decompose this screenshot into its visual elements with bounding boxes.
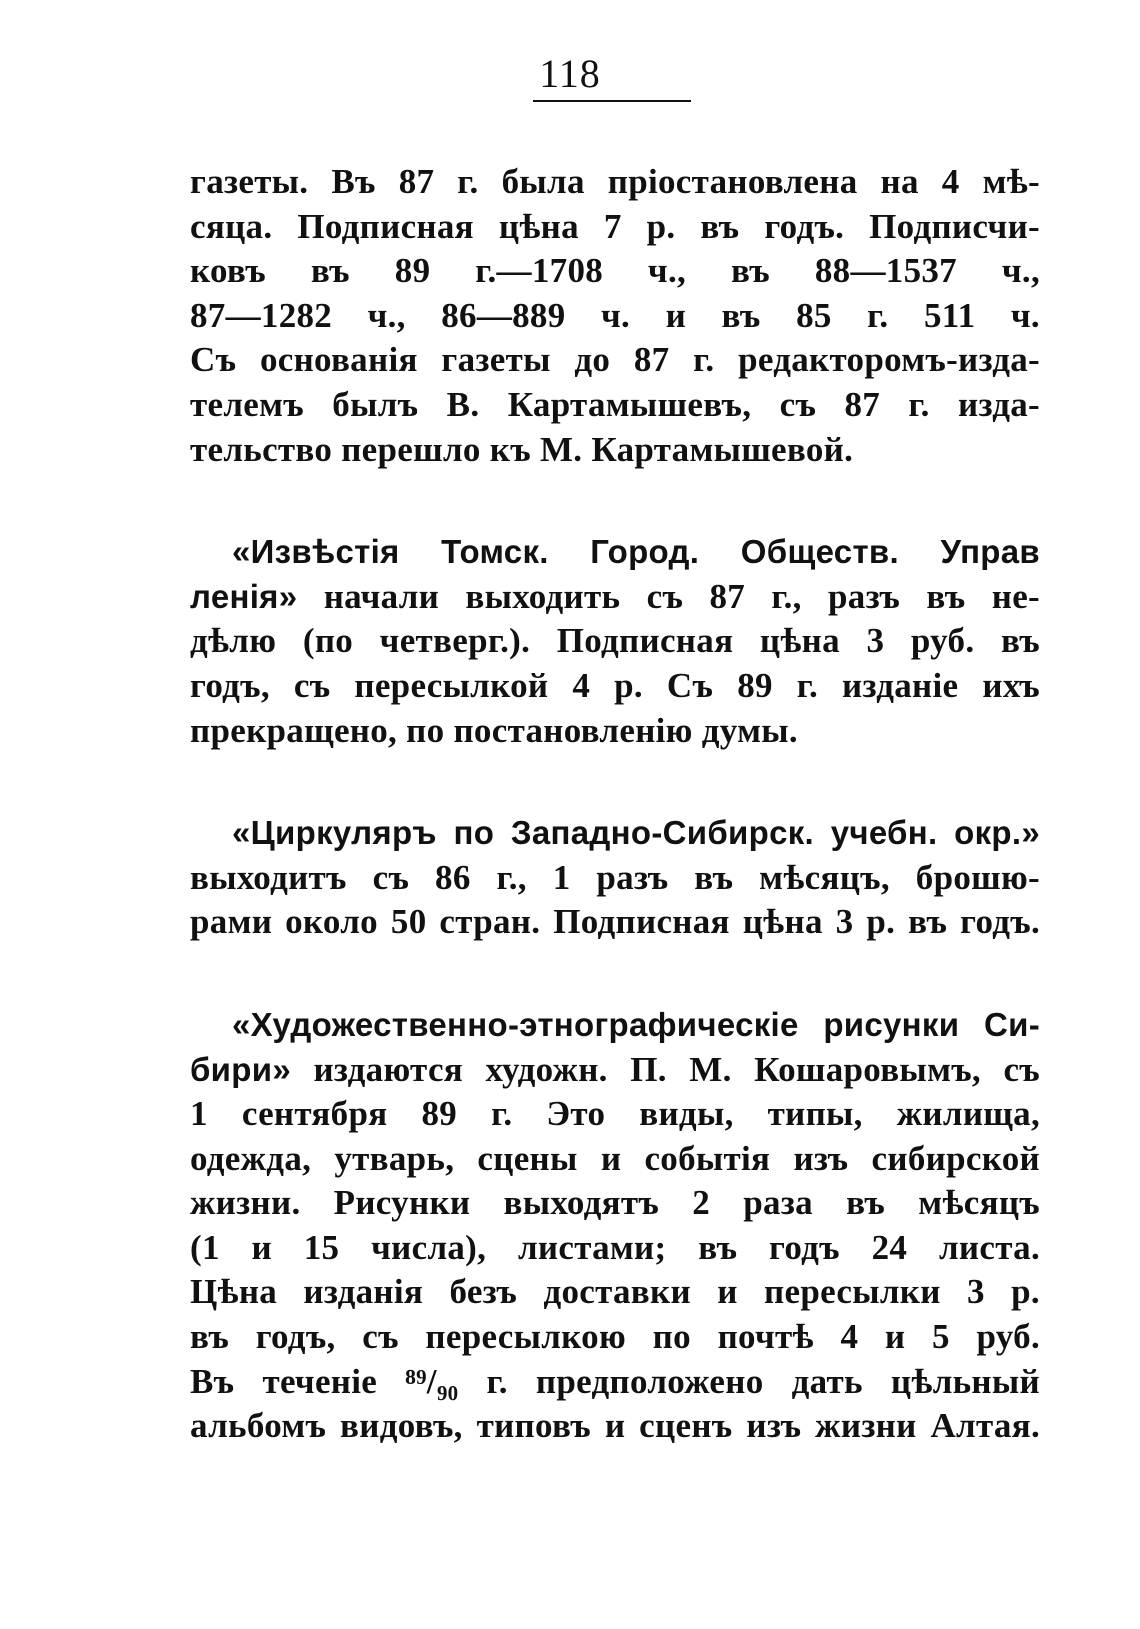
paragraph-circular-west-siberian: [190, 811, 1040, 945]
text-run: издаются художн. П. М. Кошаровымъ, съ: [290, 1049, 1040, 1089]
text-line: тельство перешло къ М. Картамышевой.: [190, 429, 854, 469]
text-line: газеты. Въ 87 г. была пріостановлена на 4 мѣ-: [190, 162, 1040, 201]
page-number: 118: [539, 51, 601, 96]
text-line: сяца. Подписная цѣна 7 р. въ годъ. Подписчи-: [190, 206, 1040, 246]
text-line: дѣлю (по четверг.). Подписная цѣна 3 руб. въ: [190, 621, 1040, 661]
text-line: рами около 50 стран. Подписная цѣна 3 р. въ годъ.: [190, 902, 1040, 942]
text-line: телемъ былъ В. Картамышевъ, съ 87 г. изда-: [190, 384, 1040, 424]
text-line: [190, 1003, 1040, 1048]
text-line: Въ теченіе ⁸⁹/₉₀ г. предположено дать цѣльный: [190, 1361, 1040, 1401]
text-line: въ годъ, съ пересылкою по почтѣ 4 и 5 руб.: [190, 1317, 1040, 1357]
text-line: ковъ въ 89 г.—1708 ч., въ 88—1537 ч.,: [190, 251, 1040, 291]
page-number-rule: [533, 100, 691, 102]
text-line: [190, 1048, 1040, 1093]
paragraph-gazette-continuation: [190, 160, 1040, 472]
text-line: 1 сентября 89 г. Это виды, типы, жилища,: [190, 1094, 1040, 1134]
paragraph-ethnographic-drawings: [190, 1003, 1040, 1449]
paragraph-spacer: [190, 753, 1040, 811]
paragraph-spacer: [190, 472, 1040, 530]
paragraph-spacer: [190, 945, 1040, 1003]
publication-title: «Художественно-этнографическіе рисунки Си-: [232, 1005, 1040, 1043]
publication-title: бири»: [190, 1050, 291, 1088]
text-run: начали выходить съ 87 г., разъ въ не-: [297, 576, 1040, 616]
text-line: жизни. Рисунки выходятъ 2 раза въ мѣсяцъ: [190, 1183, 1040, 1223]
body-text: [190, 160, 1040, 1449]
text-line: [190, 811, 1040, 856]
text-line: (1 и 15 числа), листами; въ годъ 24 листа.: [190, 1227, 1040, 1267]
publication-title: «Извѣстія Томск. Город. Обществ. Управ: [232, 533, 1040, 571]
text-line: [190, 575, 1040, 620]
text-line: Цѣна изданія безъ доставки и пересылки 3 р.: [190, 1272, 1040, 1312]
text-line: годъ, съ пересылкой 4 р. Съ 89 г. изданіе ихъ: [190, 665, 1040, 705]
paragraph-tomsk-city-news: [190, 530, 1040, 753]
text-line: альбомъ видовъ, типовъ и сценъ изъ жизни Алтая.: [190, 1406, 1040, 1446]
text-line: Съ основанія газеты до 87 г. редакторомъ-изда-: [190, 340, 1040, 380]
text-line: прекращено, по постановленію думы.: [190, 710, 798, 750]
publication-title: ленія»: [190, 577, 298, 615]
publication-title: «Циркуляръ по Западно-Сибирск. учебн. окр.»: [232, 814, 1040, 852]
text-line: одежда, утварь, сцены и событія изъ сибирской: [190, 1138, 1040, 1178]
text-line: 87—1282 ч., 86—889 ч. и въ 85 г. 511 ч.: [190, 295, 1040, 335]
text-line: выходитъ съ 86 г., 1 разъ въ мѣсяцъ, брошю-: [190, 857, 1040, 897]
text-line: [190, 530, 1040, 575]
